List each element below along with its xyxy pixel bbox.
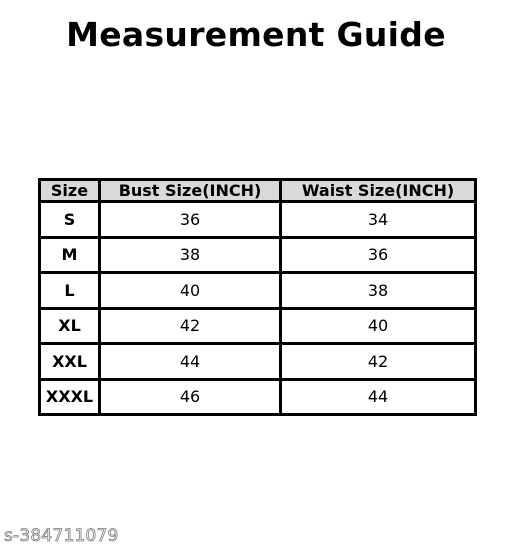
bust-cell: 36	[100, 202, 281, 238]
waist-cell: 42	[281, 344, 476, 380]
size-cell: S	[40, 202, 100, 238]
size-cell: XXXL	[40, 379, 100, 415]
watermark-id: s-384711079	[4, 526, 119, 546]
waist-cell: 34	[281, 202, 476, 238]
bust-cell: 44	[100, 344, 281, 380]
size-cell: M	[40, 237, 100, 273]
size-cell: XXL	[40, 344, 100, 380]
bust-cell: 42	[100, 308, 281, 344]
waist-cell: 36	[281, 237, 476, 273]
bust-cell: 40	[100, 273, 281, 309]
header-size: Size	[40, 180, 100, 202]
bust-cell: 46	[100, 379, 281, 415]
size-cell: L	[40, 273, 100, 309]
table-header-row	[40, 180, 476, 202]
waist-cell: 40	[281, 308, 476, 344]
size-cell: XL	[40, 308, 100, 344]
waist-cell: 38	[281, 273, 476, 309]
table-row	[40, 344, 476, 380]
table-row	[40, 308, 476, 344]
waist-cell: 44	[281, 379, 476, 415]
table-row	[40, 273, 476, 309]
table-row	[40, 237, 476, 273]
table-row	[40, 202, 476, 238]
bust-cell: 38	[100, 237, 281, 273]
page-title: Measurement Guide	[66, 15, 446, 54]
header-waist-size: Waist Size(INCH)	[281, 180, 476, 202]
measurement-table	[38, 178, 477, 416]
table-row	[40, 379, 476, 415]
header-bust-size: Bust Size(INCH)	[100, 180, 281, 202]
